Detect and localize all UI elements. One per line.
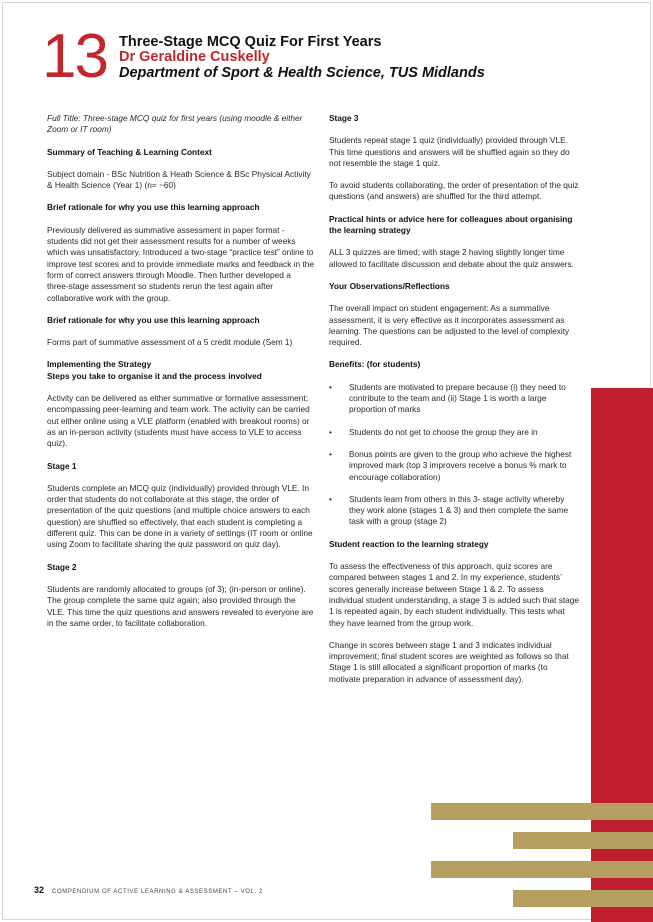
list-item-text: Students are motivated to prepare because (i) they need to contribute to the team and (ii) Stage 1 is worth a large proportion of marks — [349, 381, 566, 415]
full-title: Full Title: Three-stage MCQ quiz for first years (using moodle & either Zoom or IT room) — [47, 113, 303, 135]
stage3-text-second: To avoid students collaborating, the order of presentation of the quiz questions (and answers) are shuffled for the third attempt. — [329, 180, 579, 202]
chapter-number: 13 — [42, 22, 107, 91]
benefits-list — [329, 382, 579, 528]
stage3-text: Students repeat stage 1 quiz (individually) provided through VLE. This time questions and answers will be shuffled again so they do not resemble the stage 1 quiz. — [329, 135, 570, 168]
bullet-icon: • — [329, 426, 332, 437]
author-name: Dr Geraldine Cuskelly — [119, 49, 270, 65]
observations-heading: Your Observations/Reflections — [329, 280, 450, 291]
stage2-heading: Stage 2 — [47, 561, 77, 572]
list-item — [329, 494, 579, 528]
decorative-gold-bar — [431, 861, 653, 878]
implementing-heading-line1: Implementing the Strategy — [47, 359, 152, 370]
bullet-icon: • — [329, 448, 332, 459]
left-column — [47, 113, 314, 640]
bullet-icon: • — [329, 381, 332, 392]
observations-text: The overall impact on student engagement: As a summative assessment, it is very effective as it incorporates assessment as learning. The questions can be adjusted to the level of complexity required. — [329, 303, 570, 348]
reaction-heading: Student reaction to the learning strategy — [329, 538, 489, 549]
rationale-heading: Brief rationale for why you use this learning approach — [47, 202, 260, 213]
implementing-text: Activity can be delivered as either summative or formative assessment; encompassing peer-learning and team work. The activity can be carried out either online using a VLE platform (enabled with breakout rooms) or as an in-person activity (students must have access to VLE to access quiz). — [47, 393, 310, 449]
implementing-heading — [47, 359, 314, 382]
hints-text: ALL 3 quizzes are timed; with stage 2 having slightly longer time allowed to facilitate discussion and debate about the quiz answers. — [329, 247, 574, 269]
right-column — [329, 113, 579, 696]
page-title: Three-Stage MCQ Quiz For First Years — [119, 34, 382, 50]
list-item — [329, 449, 579, 483]
publication-name: COMPENDIUM OF ACTIVE LEARNING & ASSESSMENT – VOL. 2 — [52, 889, 263, 895]
list-item-text: Students do not get to choose the group they are in — [349, 426, 538, 437]
stage3-heading: Stage 3 — [329, 113, 359, 123]
list-item — [329, 427, 579, 438]
summary-heading: Summary of Teaching & Learning Context — [47, 146, 212, 157]
list-item-text: Students learn from others in this 3- stage activity whereby they work alone (stages 1 & 3) and then complete the same task with a group (stage 2) — [349, 493, 569, 527]
implementing-heading-line2: Steps you take to organise it and the process involved — [47, 370, 262, 381]
hints-heading: Practical hints or advice here for colleagues about organising the learning strategy — [329, 213, 573, 236]
list-item — [329, 382, 579, 416]
page-number: 32 — [34, 885, 45, 895]
rationale-text: Previously delivered as summative assessment in paper format - students did not get their assessment results for a number of weeks which was unsatisfactory. Introduced a two-stage “practice test” online to improve test scores and to provide immediate marks and feedback in the form of correct answers through Moodle. Then further developed a three-stage assessment so students rerun the test again after collaborative work with the group. — [47, 224, 315, 303]
reaction-text: To assess the effectiveness of this approach, quiz scores are compared between stages 1 and 2. In my experience, students’ scores generally increase between Stage 1 & 2. To assess individual student understanding, a stage 3 is added such that stage 1 is repeated again, by each student individually. This tests what they have learned from the group work. — [329, 561, 580, 628]
rationale-heading-second: Brief rationale for why you use this learning approach — [47, 314, 260, 325]
summary-text: Subject domain - BSc Nutrition & Heath Science & BSc Physical Activity & Health Science (Year 1) (n= ~60) — [47, 168, 311, 191]
page-footer — [34, 885, 263, 895]
reaction-text-second: Change in scores between stage 1 and 3 indicates individual improvement; final student scores are weighted as follows so that Stage 1 is still allocated a significant proportion of marks (to motivate preparation in advance of assessment day). — [329, 639, 569, 684]
decorative-gold-bar — [513, 832, 653, 849]
department-name: Department of Sport & Health Science, TUS Midlands — [119, 65, 485, 81]
bullet-icon: • — [329, 493, 332, 504]
decorative-gold-bar — [513, 890, 653, 907]
decorative-gold-bar — [431, 803, 653, 820]
benefits-heading: Benefits: (for students) — [329, 359, 421, 370]
list-item-text: Bonus points are given to the group who achieve the highest improved mark (top 3 improvers receive a bonus % mark to encourage collaboration) — [349, 448, 572, 482]
stage2-text: Students are randomly allocated to groups (of 3); (in-person or online). The group complete the same quiz again; also provided through the VLE. This time the quiz questions and answers revealed to everyone are in the same order, to facilitate collaboration. — [47, 583, 314, 628]
stage1-text: Students complete an MCQ quiz (individually) provided through VLE. In order that students do not collaborate at this stage, the order of presentation of the quiz questions (and multiple choice answers to each question) are shuffled so effectively, that each student is completing a different quiz. This can be done in a variety of settings (IT room or online using Zoom to facilitate sharing the quiz password on quiz day). — [47, 482, 313, 550]
stage1-heading: Stage 1 — [47, 460, 77, 471]
header — [119, 34, 485, 82]
rationale-text-second: Forms part of summative assessment of a 5 credit module (Sem 1) — [47, 337, 293, 348]
